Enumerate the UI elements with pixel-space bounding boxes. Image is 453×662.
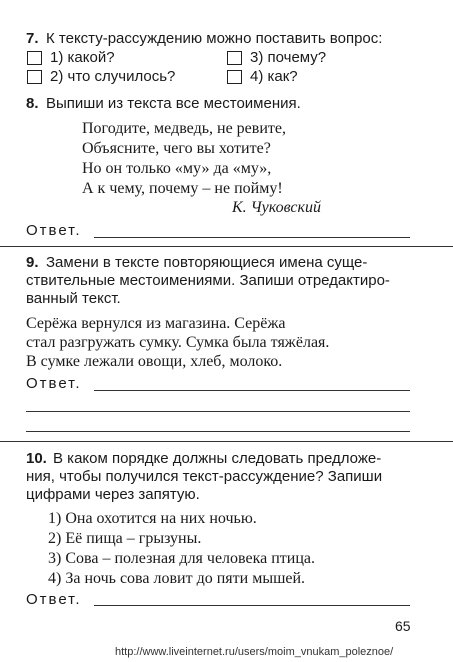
- section-divider-1: [0, 246, 453, 247]
- q9-passage-line-2: стал разгружать сумку. Сумка была тяжёлая.: [26, 334, 330, 351]
- q9-answer-label: Ответ.: [26, 375, 82, 392]
- q9-question-line-3: ванный текст.: [26, 290, 121, 307]
- q9-passage-line-1: Серёжа вернулся из магазина. Серёжа: [26, 315, 286, 332]
- q7-option-2-checkbox[interactable]: [27, 70, 42, 84]
- q8-poem-line-3: Но он только «му» да «му»,: [82, 160, 272, 177]
- q10-question-line-3: цифрами через запятую.: [26, 486, 200, 503]
- q9-answer-line-2[interactable]: [26, 411, 410, 412]
- q10-sentence-4: 4) За ночь сова ловит до пяти мышей.: [48, 570, 306, 587]
- q9-question-line-2: ствительные местоимениями. Запиши отредактиро-: [26, 272, 390, 289]
- q8-poem-author: К. Чуковский: [232, 199, 321, 216]
- q8-answer-line[interactable]: [94, 237, 410, 238]
- q8-question-text: Выпиши из текста все местоимения.: [46, 95, 301, 112]
- q9-answer-line-3[interactable]: [26, 431, 410, 432]
- q8-answer-label: Ответ.: [26, 222, 82, 239]
- q10-answer-label: Ответ.: [26, 591, 82, 608]
- q7-option-4-label: 4) как?: [250, 68, 298, 85]
- q8-poem-line-4: А к чему, почему – не пойму!: [82, 180, 283, 197]
- q9-number: 9.: [26, 254, 39, 271]
- q10-number: 10.: [26, 450, 47, 467]
- q8-poem-line-1: Погодите, медведь, не ревите,: [82, 120, 286, 137]
- q8-poem-line-2: Объясните, чего вы хотите?: [82, 140, 271, 157]
- footer-url: http://www.liveinternet.ru/users/moim_vnukam_poleznoe/: [115, 646, 394, 658]
- q7-option-2-label: 2) что случилось?: [50, 68, 176, 85]
- q9-question-line-1: Замени в тексте повторяющиеся имена суще-: [46, 254, 368, 271]
- q8-number: 8.: [26, 95, 39, 112]
- page-number: 65: [395, 618, 411, 634]
- q7-option-1-checkbox[interactable]: [27, 51, 42, 65]
- q7-question-text: К тексту-рассуждению можно поставить вопрос:: [46, 30, 383, 47]
- q10-sentence-1: 1) Она охотится на них ночью.: [48, 510, 257, 527]
- q7-option-3-checkbox[interactable]: [227, 51, 242, 65]
- q10-question-line-1: В каком порядке должны следовать предложе-: [53, 450, 382, 467]
- q7-number: 7.: [26, 30, 39, 47]
- q10-answer-line[interactable]: [94, 605, 410, 606]
- q10-question-line-2: ния, чтобы получился текст-рассуждение? Запиши: [26, 468, 383, 485]
- q7-option-4-checkbox[interactable]: [227, 70, 242, 84]
- section-divider-2: [0, 441, 453, 442]
- q7-option-3-label: 3) почему?: [250, 49, 327, 66]
- q10-sentence-3: 3) Сова – полезная для человека птица.: [48, 550, 316, 567]
- q9-answer-line-1[interactable]: [94, 390, 410, 391]
- q10-sentence-2: 2) Её пища – грызуны.: [48, 530, 202, 547]
- q7-option-1-label: 1) какой?: [50, 49, 115, 66]
- q9-passage-line-3: В сумке лежали овощи, хлеб, молоко.: [26, 353, 283, 370]
